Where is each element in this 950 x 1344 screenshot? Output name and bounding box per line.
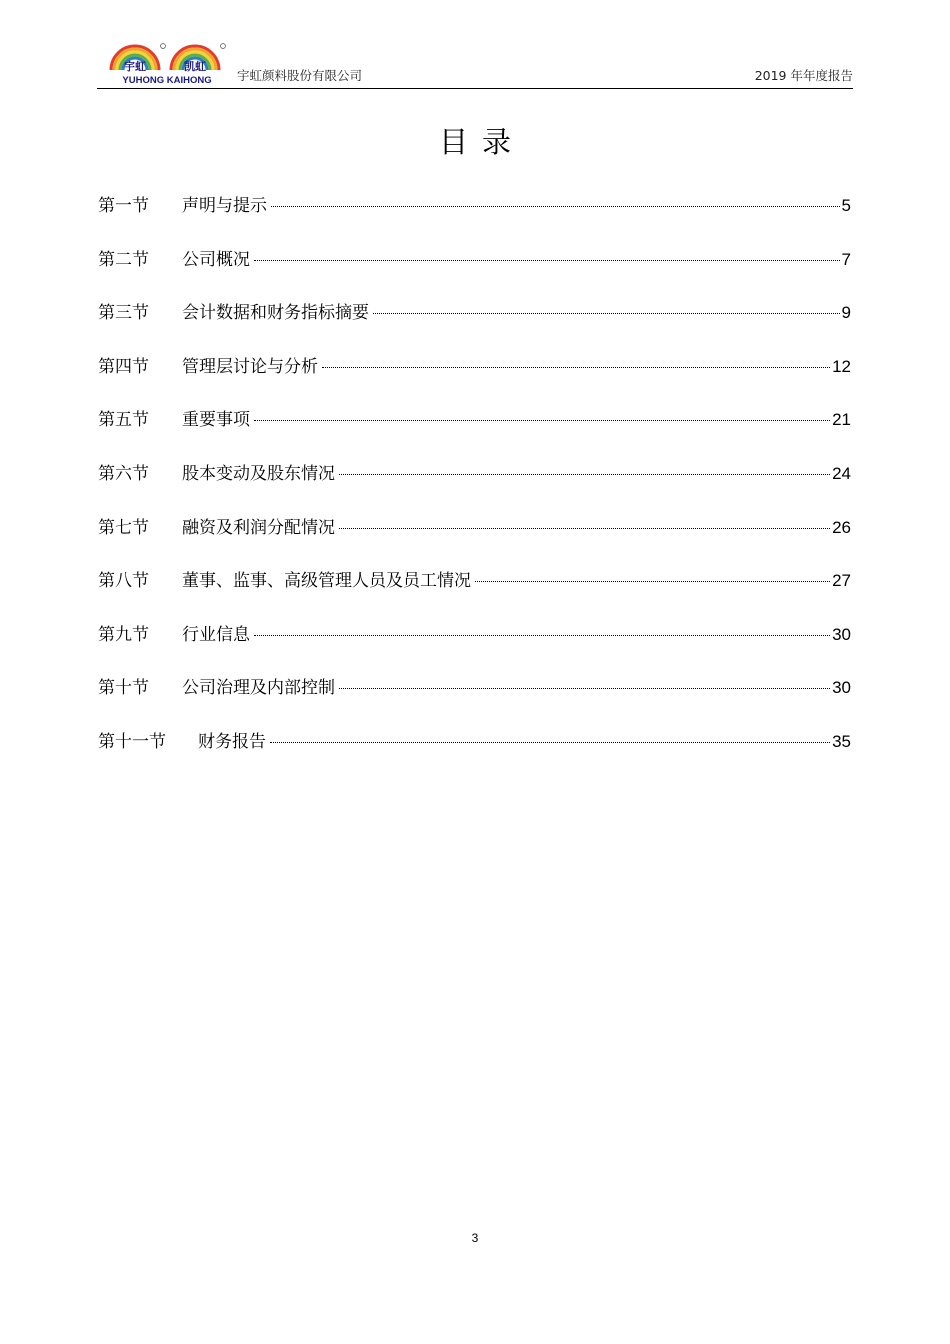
toc-section-title: 融资及利润分配情况 bbox=[182, 517, 335, 538]
toc-entry-11[interactable] bbox=[98, 727, 851, 781]
toc-entry-10[interactable] bbox=[98, 673, 851, 727]
toc-entry-7[interactable] bbox=[98, 513, 851, 567]
toc-entry-3[interactable] bbox=[98, 298, 851, 352]
registered-mark-icon bbox=[221, 44, 226, 49]
toc-section-number: 第二节 bbox=[98, 249, 149, 270]
toc-dot-leader bbox=[322, 367, 830, 368]
toc-entry-4[interactable] bbox=[98, 352, 851, 406]
toc-entry-6[interactable] bbox=[98, 459, 851, 513]
toc-page-number: 27 bbox=[832, 571, 851, 591]
page-header bbox=[97, 36, 853, 89]
toc-section-number: 第三节 bbox=[98, 303, 149, 324]
toc-dot-leader bbox=[339, 474, 830, 475]
toc-page-number: 26 bbox=[832, 517, 851, 537]
toc-entry-8[interactable] bbox=[98, 566, 851, 620]
toc-dot-leader bbox=[271, 206, 840, 207]
toc-dot-leader bbox=[254, 635, 830, 636]
toc-section-number: 第六节 bbox=[98, 463, 149, 484]
page-number-footer: 3 bbox=[471, 1231, 479, 1245]
logo-caption: YUHONG KAIHONG bbox=[122, 75, 212, 86]
toc-section-number: 第十一节 bbox=[98, 731, 166, 752]
toc-section-number: 第七节 bbox=[98, 517, 149, 538]
toc-section-title: 董事、监事、高级管理人员及员工情况 bbox=[182, 571, 471, 592]
toc-page-number: 30 bbox=[832, 678, 851, 698]
toc-entry-5[interactable] bbox=[98, 405, 851, 459]
toc-section-number: 第八节 bbox=[98, 571, 149, 592]
toc-section-number: 第九节 bbox=[98, 624, 149, 645]
toc-entry-2[interactable] bbox=[98, 245, 851, 299]
company-logo bbox=[105, 36, 233, 88]
toc-dot-leader bbox=[254, 420, 830, 421]
toc-page-number: 21 bbox=[832, 410, 851, 430]
toc-page-number: 24 bbox=[832, 463, 851, 483]
toc-page-number: 7 bbox=[841, 249, 851, 269]
logo-text-left: 宇虹 bbox=[124, 60, 146, 73]
toc-section-title: 管理层讨论与分析 bbox=[182, 356, 318, 377]
registered-mark-icon bbox=[161, 44, 166, 49]
toc-page-number: 35 bbox=[832, 731, 851, 751]
toc-dot-leader bbox=[339, 528, 830, 529]
toc-page-number: 5 bbox=[841, 196, 851, 215]
toc-dot-leader bbox=[339, 688, 830, 689]
company-name: 宇虹颜料股份有限公司 bbox=[237, 68, 363, 83]
toc-dot-leader bbox=[254, 260, 840, 261]
toc-section-title: 会计数据和财务指标摘要 bbox=[182, 303, 369, 324]
toc-page-number: 9 bbox=[841, 303, 851, 323]
report-title: 2019 年年度报告 bbox=[754, 68, 853, 83]
toc-section-number: 第五节 bbox=[98, 410, 149, 431]
toc-dot-leader bbox=[270, 742, 830, 743]
toc-dot-leader bbox=[475, 581, 830, 582]
toc-section-title: 财务报告 bbox=[198, 731, 266, 752]
table-of-contents bbox=[98, 191, 851, 781]
toc-entry-1[interactable] bbox=[98, 191, 851, 245]
toc-page-number: 12 bbox=[832, 356, 851, 376]
toc-section-number: 第四节 bbox=[98, 356, 149, 377]
toc-section-title: 声明与提示 bbox=[182, 196, 267, 216]
toc-section-title: 公司概况 bbox=[182, 249, 250, 270]
toc-section-title: 重要事项 bbox=[182, 410, 250, 431]
toc-section-title: 行业信息 bbox=[182, 624, 250, 645]
logo-text-right: 凯虹 bbox=[184, 60, 206, 73]
toc-section-title: 公司治理及内部控制 bbox=[182, 678, 335, 699]
toc-section-title: 股本变动及股东情况 bbox=[182, 463, 335, 484]
toc-page-number: 30 bbox=[832, 624, 851, 644]
toc-section-number: 第一节 bbox=[98, 196, 149, 216]
toc-section-number: 第十节 bbox=[98, 678, 149, 699]
toc-entry-9[interactable] bbox=[98, 620, 851, 674]
toc-dot-leader bbox=[373, 313, 840, 314]
page-title: 目录 bbox=[438, 125, 525, 159]
